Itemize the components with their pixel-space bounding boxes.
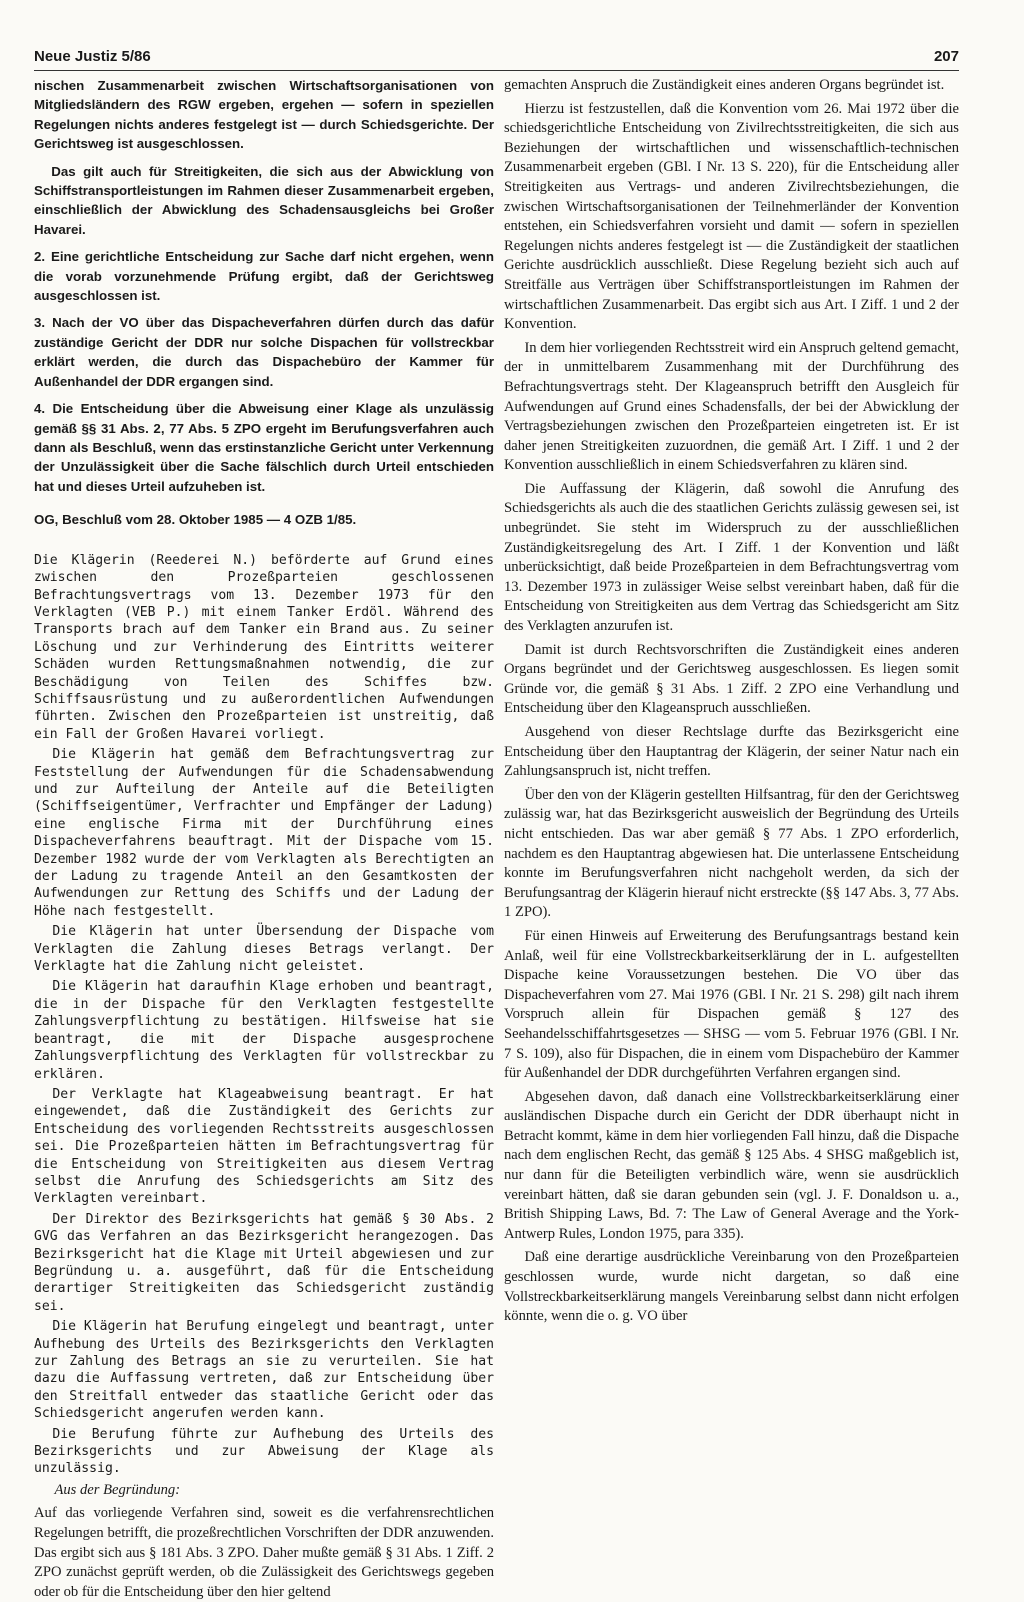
reasons-paragraph: Auf das vorliegende Verfahren sind, soweit es die verfahrensrechtlichen Regelungen betrifft, die prozeßrechtlichen Vorschriften der DDR anzuwenden. Das ergibt sich aus § 181 Abs. 3 ZPO. Daher mußte gemäß § 31 Abs. 1 Ziff. 2 ZPO zunächst geprüft werden, ob die Zulässigkeit des Gerichtswegs gegeben oder ob für die Entscheidung über den hier geltend	[34, 1505, 494, 1600]
facts-paragraph: Die Klägerin hat unter Übersendung der Dispache vom Verklagten die Zahlung dieses Betrags verlangt. Der Verklagte hat die Zahlung nicht geleistet.	[34, 924, 494, 975]
document-page	[34, 0, 959, 1600]
body-paragraph: Hierzu ist festzustellen, daß die Konvention vom 26. Mai 1972 über die schiedsgerichtliche Entscheidung von Zivilrechtsstreitigkeiten, die sich aus Beziehungen der wirtschaftlichen und wissenschaftlich-technischen Zusammenarbeit ergeben (GBl. I Nr. 13 S. 220), für die Entscheidung aller Streitigkeiten aus Vertrags- und anderen Zivilrechtsbeziehungen, die zwischen Wirtschaftsorganisationen der Teilnehmerländer der Konvention entstehen, ein Schiedsverfahren vorsieht und damit — sofern in speziellen Regelungen nichts anderes festgelegt ist — die Zuständigkeit der staatlichen Gerichte ausdrücklich ausschließt. Diese Regelung bezieht sich auch auf Streitfälle aus Verträgen über Schiffstransportleistungen im Rahmen der wirtschaftlichen Zusammenarbeit. Das ergibt sich aus Art. I Ziff. 1 und 2 der Konvention.	[504, 100, 959, 333]
headnote-paragraph: Das gilt auch für Streitigkeiten, die sich aus der Abwicklung von Schiffstransportleistungen im Rahmen dieser Zusammenarbeit ergeben, einschließlich der Abwicklung des Schadensausgleichs bei Großer Havarei.	[34, 163, 494, 237]
facts-paragraph: Die Berufung führte zur Aufhebung des Urteils des Bezirksgerichts und zur Abweisung der Klage als unzulässig.	[34, 1426, 494, 1477]
facts-paragraph: Der Direktor des Bezirksgerichts hat gemäß § 30 Abs. 2 GVG das Verfahren an das Bezirksgericht herangezogen. Das Bezirksgericht hat die Klage mit Urteil abgewiesen und zur Begründung u. a. ausgeführt, daß für die Entscheidung derartiger Streitigkeiten das Schiedsgericht zuständig sei.	[34, 1211, 494, 1314]
body-paragraph: Über den von der Klägerin gestellten Hilfsantrag, für den der Gerichtsweg zulässig war, hat das Bezirksgericht ausweislich der Begründung des Urteils nicht entschieden. Das war aber gemäß § 77 Abs. 1 ZPO erforderlich, nachdem es den Hauptantrag abgewiesen hat. Die unterlassene Entscheidung konnte im Berufungsverfahren nicht nachgeholt werden, da sich der Berufungsantrag der Klägerin hierauf nicht erstreckte (§§ 147 Abs. 3, 77 Abs. 1 ZPO).	[504, 786, 959, 921]
facts-section	[34, 552, 494, 1478]
journal-issue: Neue Justiz 5/86	[34, 48, 151, 65]
body-paragraph: Die Auffassung der Klägerin, daß sowohl die Anrufung des Schiedsgerichts als auch die des staatlichen Gerichts zulässig gewesen sei, ist unbegründet. Sie steht im Widerspruch zu der ausschließlichen Zuständigkeitsregelung des Art. I Ziff. 1 der Konvention und läßt unberücksichtigt, daß beide Prozeßparteien in dem Befrachtungsvertrag vom 13. Dezember 1973 in zulässiger Weise selbst vereinbart haben, daß für die Entscheidung von Streitigkeiten aus dem Vertrag das Schiedsgericht am Sitz des Verklagten anzurufen ist.	[504, 480, 959, 635]
headnote	[34, 76, 494, 496]
headnote-paragraph: nischen Zusammenarbeit zwischen Wirtschaftsorganisationen von Mitgliedsländern des RGW ergeben, ergehen — sofern in speziellen Regelungen nichts anderes festgelegt ist — durch Schiedsgerichte. Der Gerichtsweg ist ausgeschlossen.	[34, 78, 494, 152]
body-paragraph: Für einen Hinweis auf Erweiterung des Berufungsantrags bestand kein Anlaß, weil für eine Vollstreckbarkeitserklärung der in L. aufgestellten Dispache keine Voraussetzungen bestehen. Die VO über das Dispacheverfahren vom 27. Mai 1976 (GBl. I Nr. 21 S. 298) gilt nach ihrem Vorspruch allein für Dispachen gemäß § 127 des Seehandelsschiffahrtsgesetzes — SHSG — vom 5. Februar 1976 (GBl. I Nr. 7 S. 109), also für Dispachen, die in einem vom Dispachebüro der Kammer für Außenhandel der DDR durchgeführten Verfahren ergangen sind.	[504, 927, 959, 1082]
running-header	[34, 48, 959, 72]
body-paragraph: In dem hier vorliegenden Rechtsstreit wird ein Anspruch geltend gemacht, der in unmittelbarem Zusammenhang mit der Durchführung des Befrachtungsvertrags steht. Der Klageanspruch betrifft den Ausgleich für Aufwendungen auf Grund eines Schadensfalls, der bei der Abwicklung der Vertragsbeziehungen zwischen den Prozeßparteien eingetreten ist. Er ist daher jenen Streitigkeiten zuzuordnen, die gemäß Art. I Ziff. 1 und 2 der Konvention ausschließlich in einem Schiedsverfahren zu klären sind.	[504, 339, 959, 474]
facts-paragraph: Die Klägerin hat gemäß dem Befrachtungsvertrag zur Feststellung der Aufwendungen für die Schadensabwendung und zur Aufteilung der Anteile auf die Beteiligten (Schiffseigentümer, Verfrachter und Empfänger der Ladung) eine englische Firma mit der Durchführung eines Dispacheverfahrens beauftragt. Mit der Dispache vom 15. Dezember 1982 wurde der vom Verklagten als Berechtigten an der Ladung zu tragende Anteil an den Gesamtkosten der Aufwendungen zur Rettung des Schiffs und der Ladung der Höhe nach festgestellt.	[34, 747, 494, 919]
body-paragraph: Ausgehend von dieser Rechtslage durfte das Bezirksgericht eine Entscheidung über den Hauptantrag der Klägerin, der seiner Natur nach ein Zahlungsanspruch ist, nicht treffen.	[504, 724, 959, 780]
headnote-paragraph: 2. Eine gerichtliche Entscheidung zur Sache darf nicht ergehen, wenn die vorab vorzunehmende Prüfung ergibt, daß der Gerichtsweg ausgeschlossen ist.	[34, 249, 494, 304]
facts-paragraph: Die Klägerin hat Berufung eingelegt und beantragt, unter Aufhebung des Urteils des Bezirksgerichts den Verklagten zur Zahlung des Betrags an sie zu verurteilen. Sie hat dazu die Auffassung vertreten, daß zur Entscheidung über den Streitfall entweder das staatliche Gericht oder das Schiedsgericht angerufen werden kann.	[34, 1319, 494, 1422]
reasons-heading: Aus der Begründung:	[54, 1481, 181, 1498]
body-paragraph: gemachten Anspruch die Zuständigkeit eines anderen Organs begründet ist.	[504, 77, 945, 93]
right-column	[504, 76, 959, 1436]
header-rule	[34, 70, 959, 71]
left-column	[34, 76, 494, 1600]
body-paragraph: Damit ist durch Rechtsvorschriften die Zuständigkeit eines anderen Organs begründet und der Gerichtsweg ausgeschlossen. Es liegen somit Gründe vor, die gemäß § 31 Abs. 1 Ziff. 2 ZPO eine Verhandlung und Entscheidung über den Klageanspruch ausschließen.	[504, 641, 959, 717]
headnote-paragraph: 4. Die Entscheidung über die Abweisung einer Klage als unzulässig gemäß §§ 31 Abs. 2, 77 Abs. 5 ZPO ergeht im Berufungsverfahren auch dann als Beschluß, wenn das erstinstanzliche Gericht unter Verkennung der Unzulässigkeit über die Sache fälschlich durch Urteil entschieden hat und dieses Urteil aufzuheben ist.	[34, 401, 494, 494]
body-paragraph: Abgesehen davon, daß danach eine Vollstreckbarkeitserklärung einer ausländischen Dispache durch ein Gericht der DDR überhaupt nicht in Betracht kommt, käme in dem hier vorliegenden Fall hinzu, daß die Dispache nach dem englischen Recht, das gemäß § 125 Abs. 4 SHSG maßgeblich ist, nur dann für die Beteiligten verbindlich wäre, wenn sie ausdrücklich vereinbart hätten, daß sie daran gebunden sein (vgl. J. F. Donaldson u. a., British Shipping Laws, Bd. 7: The Law of General Average and the York-Antwerp Rules, London 1975, para 335).	[504, 1088, 959, 1242]
facts-paragraph: Der Verklagte hat Klageabweisung beantragt. Er hat eingewendet, daß die Zuständigkeit des Gerichts zur Entscheidung des vorliegenden Rechtsstreits ausgeschlossen sei. Die Prozeßparteien hätten im Befrachtungsvertrag für die Entscheidung von Streitigkeiten aus diesem Vertrag selbst die Anrufung des Schiedsgerichts am Sitz des Verklagten vereinbart.	[34, 1086, 494, 1207]
facts-paragraph: Die Klägerin (Reederei N.) beförderte auf Grund eines zwischen den Prozeßparteien geschlossenen Befrachtungsvertrags vom 13. Dezember 1973 für den Verklagten (VEB P.) mit einem Tanker Erdöl. Während des Transports brach auf dem Tanker ein Brand aus. Zu seiner Löschung und zur Verhinderung des Eintritts weiterer Schäden wurden Rettungsmaßnahmen notwendig, die zur Beschädigung von Teilen des Schiffes bzw. Schiffsausrüstung und zu außerordentlichen Aufwendungen führten. Zwischen den Prozeßparteien ist unstreitig, daß ein Fall der Großen Havarei vorliegt.	[34, 552, 494, 742]
body-paragraph: Daß eine derartige ausdrückliche Vereinbarung von den Prozeßparteien geschlossen wurde, wurde nicht dargetan, so daß eine Vollstreckbarkeitserklärung mangels Vereinbarung selbst dann nicht erfolgen könnte, wenn die o. g. VO über	[504, 1249, 959, 1325]
facts-paragraph: Die Klägerin hat daraufhin Klage erhoben und beantragt, die in der Dispache für den Verklagten festgestellte Zahlungsverpflichtung zu bestätigen. Hilfsweise hat sie beantragt, die mit der Dispache ausgesprochene Zahlungsverpflichtung des Verklagten für vollstreckbar zu erklären.	[34, 979, 494, 1082]
decision-citation: OG, Beschluß vom 28. Oktober 1985 — 4 OZB 1/85.	[34, 512, 357, 528]
page-number: 207	[933, 48, 959, 65]
headnote-paragraph: 3. Nach der VO über das Dispacheverfahren dürfen durch das dafür zuständige Gericht der DDR nur solche Dispachen für vollstreckbar erklärt werden, die durch das Dispachebüro der Kammer für Außenhandel der DDR ergangen sind.	[34, 315, 494, 389]
